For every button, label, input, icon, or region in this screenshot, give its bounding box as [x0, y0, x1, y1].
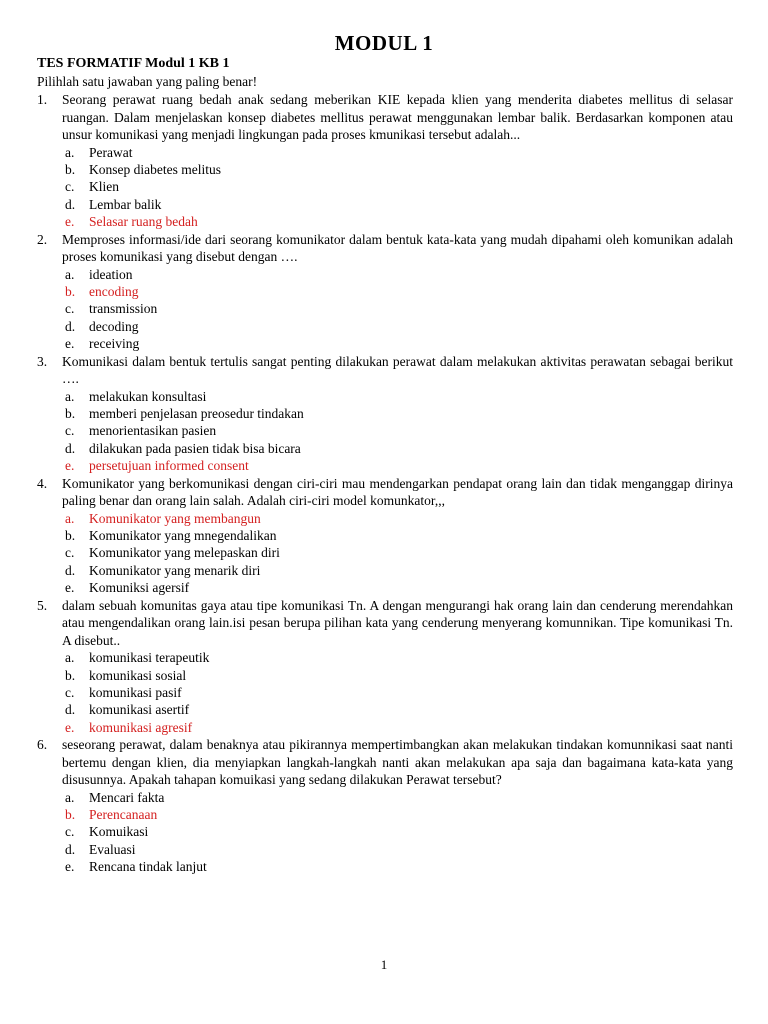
answer-option-correct [62, 806, 733, 823]
section-subtitle: TES FORMATIF Modul 1 KB 1 [37, 56, 230, 71]
option-letter: b. [65, 283, 76, 299]
question-item [37, 91, 733, 231]
option-letter: e. [65, 214, 75, 230]
answer-option-correct [62, 213, 733, 230]
option-letter: a. [65, 510, 75, 526]
option-text: Komunikator yang menarik diri [89, 562, 261, 578]
option-letter: e. [65, 719, 75, 735]
option-letter: e. [65, 859, 75, 875]
option-letter: e. [65, 336, 75, 352]
option-text: komunikasi asertif [89, 702, 190, 718]
option-letter: b. [65, 161, 76, 177]
option-letter: a. [65, 144, 75, 160]
option-text: komunikasi agresif [89, 719, 193, 735]
option-letter: b. [65, 807, 76, 823]
option-text: komunikasi sosial [89, 667, 187, 683]
question-item [37, 353, 733, 475]
option-text: Komunikator yang membangun [89, 510, 261, 526]
answer-option [62, 405, 733, 422]
option-text: transmission [89, 301, 158, 317]
option-text: Klien [89, 179, 119, 195]
question-number: 4. [37, 475, 48, 491]
option-text: menorientasikan pasien [89, 423, 217, 439]
option-text: dilakukan pada pasien tidak bisa bicara [89, 440, 301, 456]
option-letter: b. [65, 667, 76, 683]
option-text: Komuniksi agersif [89, 580, 190, 596]
option-letter: d. [65, 562, 76, 578]
option-text: Lembar balik [89, 196, 162, 212]
answer-option-correct [62, 510, 733, 527]
option-letter: b. [65, 405, 76, 421]
option-letter: d. [65, 440, 76, 456]
question-text: seseorang perawat, dalam benaknya atau pikirannya mempertimbangkan akan melakukan tindakan komunnikasi saat nanti bertemu dengan klien, dia menyiapkan langkah-langkah nanti akan melakukan apa saja dan bagaimana kata-kata yang disusunnya. Apakah tahapan komuikasi yang sedang dilakukan Perawat tersebut? [62, 737, 733, 788]
answer-option-correct [62, 457, 733, 474]
option-text: encoding [89, 283, 139, 299]
option-letter: c. [65, 824, 75, 840]
answer-option [62, 579, 733, 596]
question-number: 5. [37, 597, 48, 613]
option-text: Selasar ruang bedah [89, 214, 198, 230]
option-letter: e. [65, 580, 75, 596]
option-letter: c. [65, 179, 75, 195]
answer-option [62, 823, 733, 840]
answer-option [62, 161, 733, 178]
option-text: memberi penjelasan preosedur tindakan [89, 405, 304, 421]
answer-option [62, 649, 733, 666]
answer-option [62, 544, 733, 561]
question-item [37, 231, 733, 353]
answer-option [62, 701, 733, 718]
question-item [37, 475, 733, 597]
question-text: dalam sebuah komunitas gaya atau tipe komunikasi Tn. A dengan mengurangi hak orang lain dan cenderung merendahkan atau mengendalikan orang lain.isi pesan berupa pilihan kata yang cenderung menyerang komunnikan. Tipe komunikasi Tn. A disebut.. [62, 597, 733, 648]
option-text: Komunikator yang melepaskan diri [89, 545, 280, 561]
option-text: Rencana tindak lanjut [89, 859, 207, 875]
option-text: komunikasi pasif [89, 684, 182, 700]
answer-option-correct [62, 283, 733, 300]
question-number: 6. [37, 737, 48, 753]
option-text: komunikasi terapeutik [89, 650, 210, 666]
question-text: Seorang perawat ruang bedah anak sedang meberikan KIE kepada klien yang menderita diabetes mellitus di selasar ruangan. Dalam menjelaskan konsep diabetes mellitus perawat menggunakan lembar balik. Berdasarkan komponen atau unsur komunikasi yang menjadi lingkungan pada proses kmunikasi tersebut adalah... [62, 92, 733, 142]
answer-option [62, 440, 733, 457]
answer-option [62, 422, 733, 439]
option-letter: c. [65, 684, 75, 700]
question-item [37, 736, 733, 876]
option-letter: d. [65, 196, 76, 212]
question-number: 3. [37, 353, 48, 369]
option-letter: a. [65, 650, 75, 666]
option-letter: d. [65, 702, 76, 718]
instruction-text: Pilihlah satu jawaban yang paling benar! [37, 74, 258, 89]
question-item [37, 597, 733, 737]
option-text: Komuikasi [89, 824, 149, 840]
answer-option [62, 841, 733, 858]
option-text: persetujuan informed consent [89, 458, 249, 474]
option-text: decoding [89, 318, 139, 334]
question-text: Komunikasi dalam bentuk tertulis sangat penting dilakukan perawat dalam melakukan aktivitas perawatan sebagai berikut …. [62, 353, 733, 387]
answer-option-correct [62, 719, 733, 736]
answer-option [62, 684, 733, 701]
page-title: MODUL 1 [334, 31, 434, 55]
option-letter: c. [65, 545, 75, 561]
question-number: 2. [37, 231, 48, 247]
option-letter: a. [65, 789, 75, 805]
option-text: receiving [89, 336, 140, 352]
page-number: 1 [380, 957, 388, 972]
answer-option [62, 178, 733, 195]
answer-option [62, 318, 733, 335]
option-letter: c. [65, 301, 75, 317]
option-text: melakukan konsultasi [89, 388, 207, 404]
option-letter: c. [65, 423, 75, 439]
option-text: Komunikator yang mnegendalikan [89, 528, 277, 543]
question-text: Memproses informasi/ide dari seorang komunikator dalam bentuk kata-kata yang mudah dipahami oleh komunikan adalah proses komunikasi yang disebut dengan …. [62, 231, 733, 265]
answer-option [62, 527, 733, 544]
option-text: Evaluasi [89, 841, 136, 857]
option-letter: d. [65, 318, 76, 334]
option-letter: d. [65, 841, 76, 857]
answer-option [62, 266, 733, 283]
answer-option [62, 388, 733, 405]
option-letter: a. [65, 388, 75, 404]
option-letter: a. [65, 266, 75, 282]
option-text: Mencari fakta [89, 789, 165, 805]
option-text: Perencanaan [89, 807, 158, 823]
answer-option [62, 562, 733, 579]
answer-option [62, 144, 733, 161]
question-text: Komunikator yang berkomunikasi dengan ciri-ciri mau mendengarkan pendapat orang lain dan tidak menganggap dirinya paling benar dan orang lain salah. Adalah ciri-ciri model komunkator,,, [62, 475, 733, 509]
answer-option [62, 300, 733, 317]
question-number: 1. [37, 92, 48, 107]
option-letter: b. [65, 528, 76, 543]
answer-option [62, 858, 733, 875]
answer-option [62, 667, 733, 684]
option-letter: e. [65, 458, 75, 474]
answer-option [62, 196, 733, 213]
question-list [37, 91, 733, 876]
option-text: Konsep diabetes melitus [89, 161, 221, 177]
answer-option [62, 335, 733, 352]
option-text: Perawat [89, 144, 133, 160]
answer-option [62, 789, 733, 806]
option-text: ideation [89, 266, 133, 282]
